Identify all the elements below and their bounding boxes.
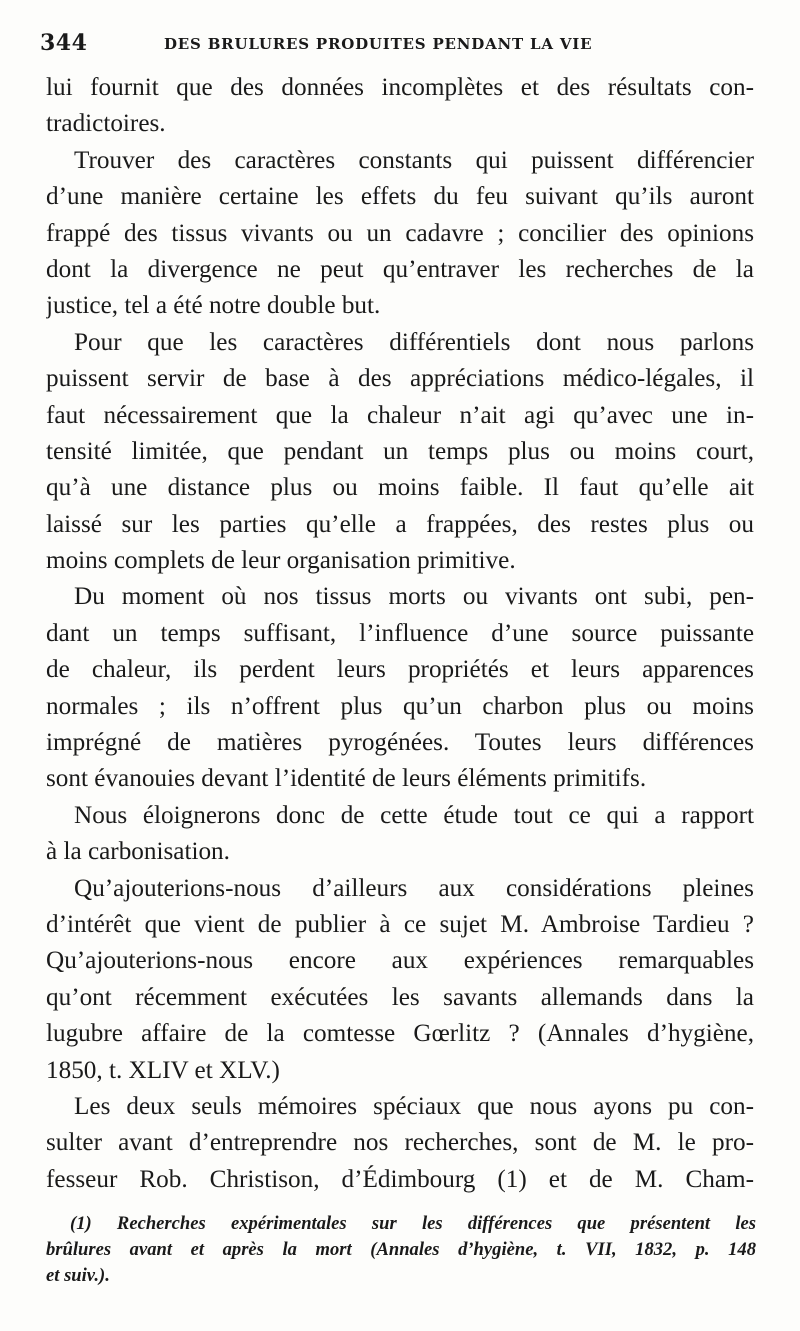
text-line: normales ; ils n’offrent plus qu’un charbon plus ou moins bbox=[46, 692, 754, 720]
text-line: faut nécessairement que la chaleur n’ait agi qu’avec une in- bbox=[46, 401, 754, 429]
text-line: Pour que les caractères différentiels dont nous parlons bbox=[74, 328, 754, 356]
text-line: Les deux seuls mémoires spéciaux que nous ayons pu con- bbox=[74, 1092, 754, 1120]
text-line: puissent servir de base à des appréciations médico-légales, il bbox=[46, 365, 754, 393]
footnote-line: (1) Recherches expérimentales sur les différences que présentent les bbox=[70, 1213, 756, 1234]
text-line: lugubre affaire de la comtesse Gœrlitz ? (Annales d’hygiène, bbox=[46, 1020, 754, 1048]
text-line: Qu’ajouterions-nous encore aux expériences remarquables bbox=[46, 947, 754, 975]
text-line: tradictoires. bbox=[46, 110, 166, 138]
text-line: d’une manière certaine les effets du feu suivant qu’ils auront bbox=[46, 183, 754, 211]
text-line: qu’à une distance plus ou moins faible. Il faut qu’elle ait bbox=[46, 474, 754, 502]
text-line: d’intérêt que vient de publier à ce sujet M. Ambroise Tardieu ? bbox=[46, 910, 754, 938]
text-line: dant un temps suffisant, l’influence d’une source puissante bbox=[46, 619, 754, 647]
page-header bbox=[40, 30, 770, 64]
text-line: Du moment où nos tissus morts ou vivants ont subi, pen- bbox=[74, 583, 754, 611]
text-line: tensité limitée, que pendant un temps plus ou moins court, bbox=[46, 437, 754, 465]
footnote-line: brûlures avant et après la mort (Annales d’hygiène, t. VII, 1832, p. 148 bbox=[46, 1239, 756, 1260]
text-line: qu’ont récemment exécutées les savants allemands dans la bbox=[46, 983, 754, 1011]
text-line: imprégné de matières pyrogénées. Toutes leurs différences bbox=[46, 729, 754, 757]
text-line: justice, tel a été notre double but. bbox=[46, 292, 381, 320]
footnote bbox=[46, 1211, 756, 1289]
text-line: sulter avant d’entreprendre nos recherches, sont de M. le pro- bbox=[46, 1129, 754, 1157]
body-text bbox=[46, 70, 754, 1198]
text-line: lui fournit que des données incomplètes et des résultats con- bbox=[46, 74, 754, 101]
text-line: fesseur Rob. Christison, d’Édimbourg (1) et de M. Cham- bbox=[46, 1165, 754, 1193]
text-line: frappé des tissus vivants ou un cadavre ; concilier des opinions bbox=[46, 219, 754, 247]
footnote-line: et suiv.). bbox=[46, 1265, 110, 1286]
text-line: dont la divergence ne peut qu’entraver les recherches de la bbox=[46, 255, 754, 283]
page-number: 344 bbox=[40, 30, 88, 56]
text-line: laissé sur les parties qu’elle a frappées, des restes plus ou bbox=[46, 510, 754, 538]
text-line: Trouver des caractères constants qui puissent différencier bbox=[74, 146, 754, 174]
text-line: 1850, t. XLIV et XLV.) bbox=[46, 1056, 280, 1084]
text-line: sont évanouies devant l’identité de leurs éléments primitifs. bbox=[46, 765, 647, 793]
running-head: DES BRULURES PRODUITES PENDANT LA VIE bbox=[164, 35, 593, 53]
text-line: Nous éloignerons donc de cette étude tout ce qui a rapport bbox=[74, 801, 754, 829]
text-line: Qu’ajouterions-nous d’ailleurs aux considérations pleines bbox=[74, 874, 754, 902]
text-line: à la carbonisation. bbox=[46, 838, 230, 866]
text-line: de chaleur, ils perdent leurs propriétés et leurs apparences bbox=[46, 656, 754, 684]
text-line: moins complets de leur organisation primitive. bbox=[46, 547, 516, 575]
